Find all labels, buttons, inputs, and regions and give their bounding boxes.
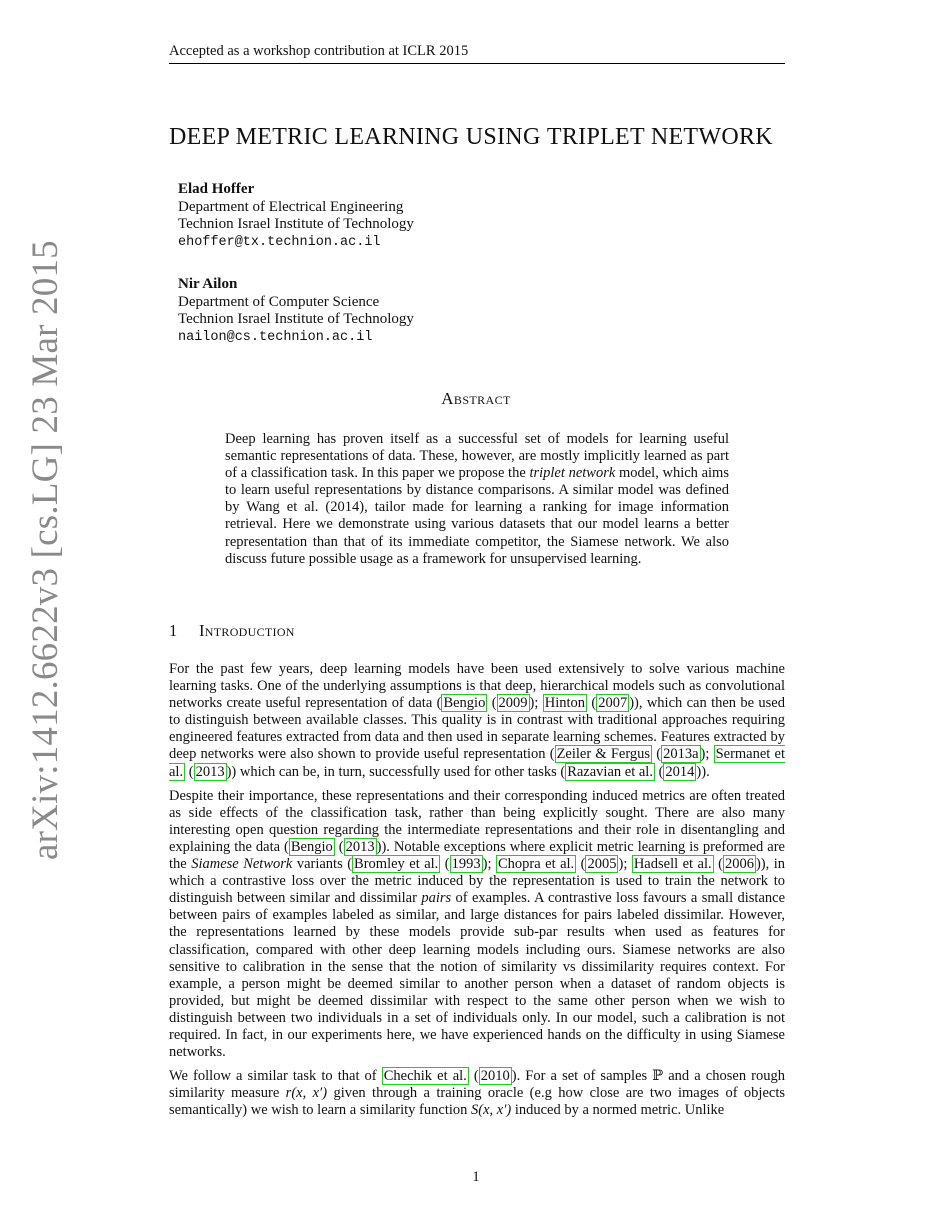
author-block — [178, 276, 414, 346]
citation-link[interactable]: 2010 — [480, 1068, 510, 1085]
author-email[interactable]: ehoffer@tx.technion.ac.il — [178, 234, 381, 250]
author-block — [178, 181, 414, 251]
page-number: 1 — [472, 1169, 480, 1185]
author-email[interactable]: nailon@cs.technion.ac.il — [178, 329, 373, 345]
author-department: Department of Electrical Engineering — [178, 198, 404, 215]
citation-link[interactable]: 1993 — [451, 856, 481, 873]
author-institution: Technion Israel Institute of Technology — [178, 311, 414, 327]
section-heading — [169, 621, 295, 641]
running-header: Accepted as a workshop contribution at ICLR 2015 — [169, 43, 785, 64]
author-department: Department of Computer Science — [178, 293, 380, 310]
emphasis: pairs — [421, 890, 452, 907]
emphasis: Siamese Network — [191, 856, 293, 873]
citation-link[interactable]: Bengio — [290, 838, 333, 855]
citation-link[interactable]: 2013 — [345, 838, 375, 855]
citation-link[interactable]: 2013 — [195, 763, 225, 780]
math-expression: r(x, x′) — [285, 1085, 328, 1102]
abstract-text: Deep learning has proven itself as a successful set of models for learning useful semantic representations of data. These, however, are mostly implicitly learned as part of a classification task. In this paper we propose the triplet network model, which aims to learn useful representations by distance comparisons. A similar model was defined by Wang et al. (2014), tailor made for learning a ranking for image information retrieval. Here we demonstrate using various datasets that our model learns a better representation than that of its immediate competitor, the Siamese network. We also discuss future possible usage as a framework for unsupervised learning. — [225, 431, 729, 567]
author-name: Nir Ailon — [178, 276, 238, 292]
citation-link[interactable]: 2007 — [598, 695, 628, 712]
section-title: Introduction — [199, 621, 295, 640]
emphasis: triplet network — [529, 465, 616, 482]
paper-title: DEEP METRIC LEARNING USING TRIPLET NETWORK — [169, 124, 773, 150]
citation-link[interactable]: Chopra et al. — [497, 856, 575, 873]
citation-link[interactable]: 2006 — [724, 856, 754, 873]
citation-link[interactable]: 2005 — [587, 856, 617, 873]
paragraph: We follow a similar task to that of Chechik et al. ( 2010 ). For a set of samples ℙ and a chosen rough similarity measure r(x, x′) given through a training oracle (e.g how close are two images of objects semantically) we wish to learn a similarity function S(x, x′) induced by a normed metric. Unlike — [169, 1068, 785, 1119]
citation-link[interactable]: Sermanet et al. — [169, 746, 785, 780]
arxiv-identifier: arXiv:1412.6622v3 [cs.LG] 23 Mar 2015 — [25, 240, 66, 860]
math-expression: S(x, x′) — [471, 1102, 512, 1119]
citation-link[interactable]: 2013a — [663, 746, 699, 763]
citation-link[interactable]: 2009 — [498, 695, 528, 712]
body-text — [169, 661, 785, 1126]
paragraph: Despite their importance, these representations and their corresponding induced metrics are often treated as side effects of the classification task, rather than being explicitly sought. There are also many interesting open question regarding the intermediate representations and their role in disentangling and explaining the data ( Bengio ( 2013 )). Notable exceptions where explicit metric learning is preformed are the Siamese Network variants ( Bromley et al. ( 1993 ); Chopra et al. ( 2005 ); Hadsell et al. ( 2006 )), in which a contrastive loss over the metric induced by the representation is used to train the network to distinguish between similar and dissimilar pairs of examples. A contrastive loss favours a small distance between pairs of examples labeled as similar, and large distances for pairs labeled dissimilar. However, the representations learned by these models provide sub-par results when used as features for classification, compared with other deep learning models including ours. Siamese networks are also sensitive to calibration in the sense that the notion of similarity vs dissimilarity requires context. For example, a person might be deemed similar to another person when a dataset of random objects is provided, but might be deemed dissimilar with respect to the same other person when we wish to distinguish between two individuals in a set of individuals only. In our model, such a calibration is not required. In fact, in our experiments here, we have experienced hands on the difficulty in using Siamese networks. — [169, 787, 786, 1061]
citation-link[interactable]: Razavian et al. — [567, 763, 653, 780]
abstract-heading: Abstract — [441, 389, 511, 408]
author-name: Elad Hoffer — [178, 181, 255, 197]
citation-link[interactable]: Bromley et al. — [354, 856, 439, 873]
citation-link[interactable]: Hadsell et al. — [633, 856, 712, 873]
citation-link[interactable]: Zeiler & Fergus — [556, 746, 651, 763]
paragraph: For the past few years, deep learning models have been used extensively to solve various machine learning tasks. One of the underlying assumptions is that deep, hierarchical models such as convolutional networks create useful representation of data ( Bengio ( 2009 ); Hinton ( 2007 )), which can then be used to distinguish between available classes. This quality is in contrast with traditional approaches requiring engineered features extracted from data and then used in separate learning schemes. Features extracted by deep networks were also shown to provide useful representation ( Zeiler & Fergus ( 2013a ); Sermanet et al. ( 2013 )) which can be, in turn, successfully used for other tasks ( Razavian et al. ( 2014 )). — [169, 661, 785, 780]
author-institution: Technion Israel Institute of Technology — [178, 216, 414, 232]
citation-link[interactable]: 2014 — [665, 763, 695, 780]
citation-link[interactable]: Hinton — [544, 695, 586, 712]
math-symbol: ℙ — [652, 1068, 664, 1085]
citation-link[interactable]: Chechik et al. — [383, 1068, 467, 1085]
citation-link[interactable]: Bengio — [443, 695, 486, 712]
section-number: 1 — [169, 621, 178, 640]
